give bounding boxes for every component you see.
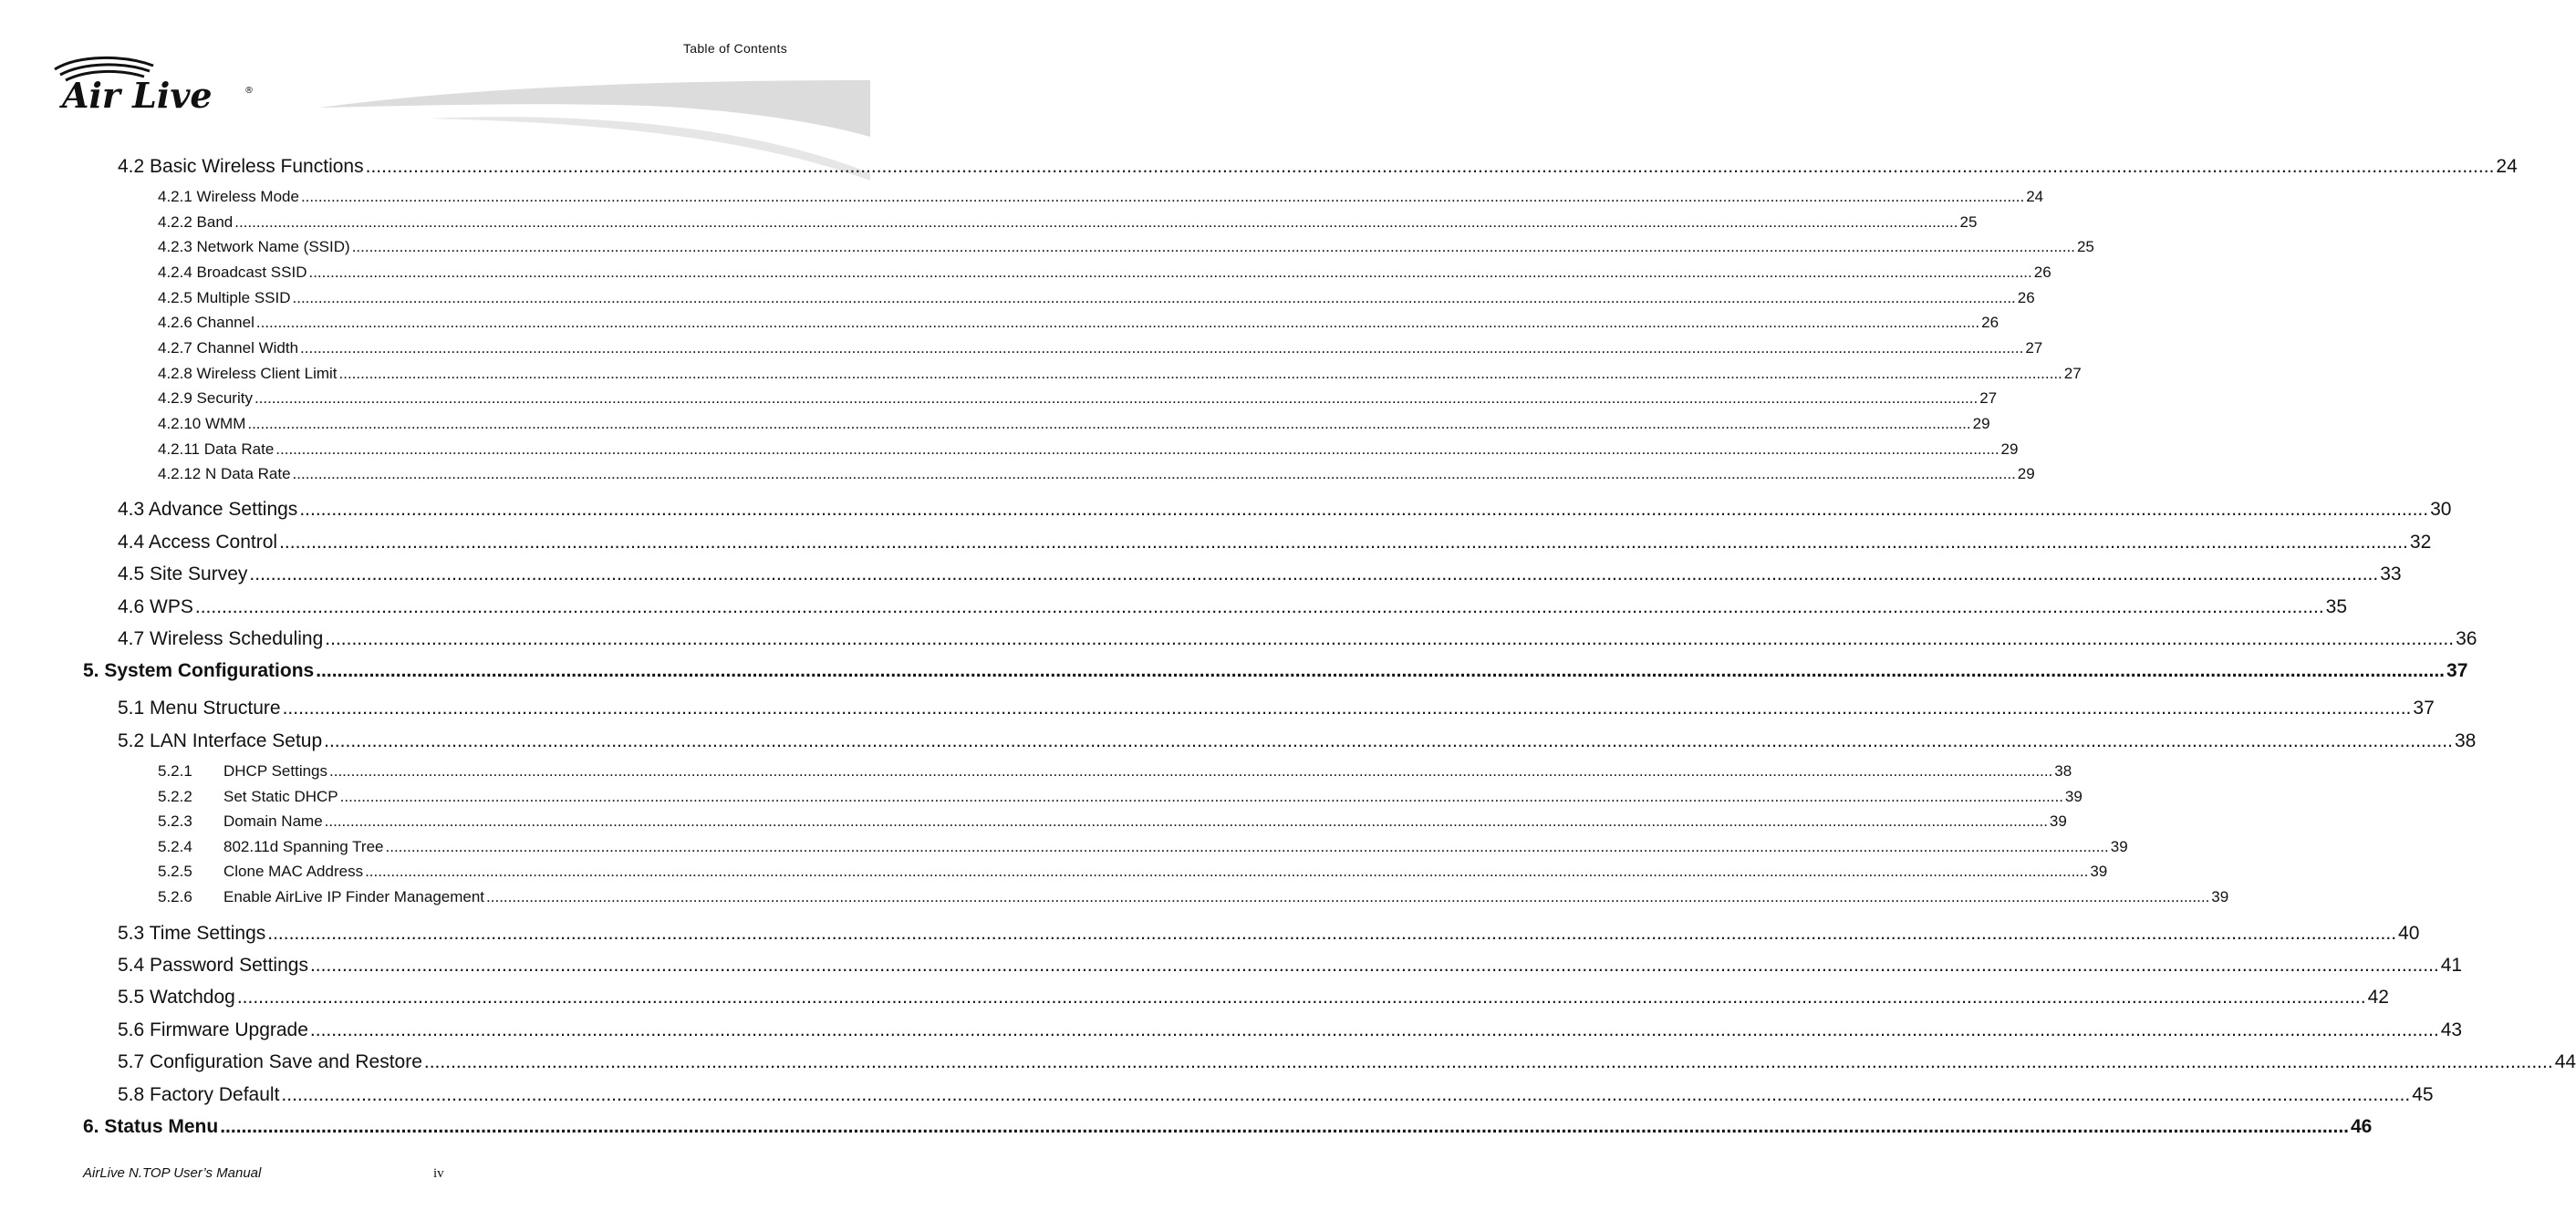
toc-entry-label bbox=[158, 339, 298, 357]
toc-entry[interactable] bbox=[158, 289, 2035, 307]
toc-entry-number: 5.2.5 bbox=[158, 863, 192, 880]
toc-entry-label bbox=[118, 596, 193, 618]
toc-entry[interactable] bbox=[118, 955, 2463, 977]
toc-dot-leader: ................................................................................................................................................................................................................................................................................................................................................................................................................ bbox=[267, 923, 2397, 944]
toc-entry-text: 4.2.2 Band bbox=[158, 213, 234, 231]
toc-entry[interactable] bbox=[118, 499, 2452, 521]
toc-entry[interactable] bbox=[118, 923, 2420, 945]
toc-entry-label bbox=[158, 762, 327, 781]
toc-entry-label bbox=[118, 499, 297, 521]
toc-entry-text: 4.3 Advance Settings bbox=[118, 499, 298, 520]
toc-entry-text: 5.8 Factory Default bbox=[118, 1084, 280, 1105]
toc-dot-leader: ................................................................................................................................................................................................................................................................................................................................................................................................................ bbox=[325, 628, 2455, 649]
toc-entry[interactable] bbox=[118, 1084, 2434, 1106]
toc-entry[interactable] bbox=[158, 863, 2108, 881]
toc-page-number: 33 bbox=[2380, 564, 2402, 584]
toc-page-number: 27 bbox=[2025, 339, 2043, 357]
toc-entry-number: 5.2.3 bbox=[158, 812, 192, 830]
toc-entry-label bbox=[83, 1116, 218, 1138]
toc-dot-leader: ................................................................................................................................................................................................................................................................................................................................................................................................................ bbox=[275, 440, 2000, 458]
toc-entry[interactable] bbox=[158, 339, 2043, 357]
toc-dot-leader: ................................................................................................................................................................................................................................................................................................................................................................................................................ bbox=[351, 238, 2075, 255]
toc-entry-label bbox=[118, 1051, 422, 1073]
toc-entry-text: 4.2.12 N Data Rate bbox=[158, 465, 291, 482]
toc-page-number: 39 bbox=[2110, 838, 2128, 855]
toc-page-number: 26 bbox=[2017, 289, 2035, 306]
toc-dot-leader: ................................................................................................................................................................................................................................................................................................................................................................................................................ bbox=[486, 888, 2210, 905]
toc-page-number: 26 bbox=[1981, 314, 2000, 331]
toc-dot-leader: ................................................................................................................................................................................................................................................................................................................................................................................................................ bbox=[329, 762, 2053, 780]
toc-page-number: 37 bbox=[2413, 698, 2435, 719]
toc-page-number: 24 bbox=[2496, 156, 2518, 177]
toc-dot-leader: ................................................................................................................................................................................................................................................................................................................................................................................................................ bbox=[236, 987, 2366, 1008]
toc-entry[interactable] bbox=[158, 440, 2019, 459]
toc-dot-leader: ................................................................................................................................................................................................................................................................................................................................................................................................................ bbox=[292, 465, 2016, 482]
footer-page-number: iv bbox=[433, 1166, 444, 1181]
toc-dot-leader: ................................................................................................................................................................................................................................................................................................................................................................................................................ bbox=[365, 156, 2495, 177]
toc-entry-text: DHCP Settings bbox=[223, 762, 328, 780]
toc-page-number: 35 bbox=[2325, 596, 2348, 617]
toc-page-number: 42 bbox=[2367, 987, 2389, 1008]
toc-entry-label bbox=[118, 955, 308, 977]
toc-page-number: 36 bbox=[2456, 628, 2477, 649]
toc-entry-text: 4.2.4 Broadcast SSID bbox=[158, 264, 307, 281]
toc-entry-text: 4.2.6 Channel bbox=[158, 314, 254, 331]
toc-entry-text: 802.11d Spanning Tree bbox=[223, 838, 384, 855]
toc-entry-text: 5.1 Menu Structure bbox=[118, 698, 281, 719]
toc-entry[interactable] bbox=[158, 415, 1990, 433]
toc-page-number: 25 bbox=[1959, 213, 1978, 231]
toc-entry[interactable] bbox=[118, 156, 2518, 178]
toc-dot-leader: ................................................................................................................................................................................................................................................................................................................................................................................................................ bbox=[309, 1019, 2439, 1040]
toc-dot-leader: ................................................................................................................................................................................................................................................................................................................................................................................................................ bbox=[279, 532, 2408, 553]
toc-entry-label bbox=[158, 264, 306, 282]
toc-dot-leader: ................................................................................................................................................................................................................................................................................................................................................................................................................ bbox=[249, 564, 2379, 584]
toc-entry-label bbox=[158, 440, 274, 459]
toc-entry[interactable] bbox=[118, 698, 2435, 719]
toc-entry-label bbox=[158, 213, 233, 232]
toc-entry-text: 5. System Configurations bbox=[83, 660, 315, 681]
toc-entry-label bbox=[158, 289, 291, 307]
toc-page-number: 40 bbox=[2398, 923, 2420, 944]
toc-dot-leader: ................................................................................................................................................................................................................................................................................................................................................................................................................ bbox=[300, 188, 2025, 205]
toc-page-number: 24 bbox=[2026, 188, 2044, 205]
toc-entry-label bbox=[158, 314, 254, 332]
toc-entry-number: 5.2.2 bbox=[158, 788, 192, 805]
toc-page-number: 46 bbox=[2351, 1116, 2373, 1137]
toc-dot-leader: ................................................................................................................................................................................................................................................................................................................................................................................................................ bbox=[385, 838, 2109, 855]
toc-entry-text: 5.2 LAN Interface Setup bbox=[118, 730, 323, 751]
toc-entry-text: 5.6 Firmware Upgrade bbox=[118, 1019, 308, 1040]
toc-dot-leader: ................................................................................................................................................................................................................................................................................................................................................................................................................ bbox=[365, 863, 2089, 880]
toc-page-number: 26 bbox=[2033, 264, 2051, 281]
toc-entry[interactable] bbox=[158, 762, 2072, 781]
toc-dot-leader: ................................................................................................................................................................................................................................................................................................................................................................................................................ bbox=[282, 698, 2412, 719]
toc-page-number: 39 bbox=[2090, 863, 2108, 880]
toc-page-number: 27 bbox=[2063, 365, 2082, 382]
toc-entry[interactable] bbox=[118, 730, 2477, 752]
toc-entry-number: 5.2.4 bbox=[158, 838, 192, 855]
toc-page-number: 32 bbox=[2409, 532, 2432, 553]
toc-entry-label bbox=[118, 730, 322, 752]
toc-entry-label bbox=[158, 838, 384, 856]
toc-entry-label bbox=[83, 660, 314, 682]
toc-page-number: 29 bbox=[2017, 465, 2035, 482]
toc-page-number: 44 bbox=[2554, 1051, 2576, 1072]
toc-entry-text: 4.2.9 Security bbox=[158, 389, 253, 407]
toc-page-number: 45 bbox=[2412, 1084, 2434, 1105]
toc-entry-label bbox=[158, 415, 245, 433]
toc-page-number: 39 bbox=[2211, 888, 2229, 905]
toc-dot-leader: ................................................................................................................................................................................................................................................................................................................................................................................................................ bbox=[220, 1116, 2349, 1137]
toc-entry[interactable] bbox=[118, 1019, 2463, 1041]
toc-entry-text: 4.2.10 WMM bbox=[158, 415, 246, 432]
toc-entry-label bbox=[158, 788, 338, 806]
toc-entry-text: 4.2.3 Network Name (SSID) bbox=[158, 238, 350, 255]
toc-entry-text: 5.3 Time Settings bbox=[118, 923, 266, 944]
toc-entry[interactable] bbox=[158, 838, 2128, 856]
toc-entry-label bbox=[158, 389, 253, 408]
toc-entry-label bbox=[118, 1019, 308, 1041]
toc-entry-text: 5.7 Configuration Save and Restore bbox=[118, 1051, 422, 1072]
toc-dot-leader: ................................................................................................................................................................................................................................................................................................................................................................................................................ bbox=[194, 596, 2324, 617]
toc-dot-leader: ................................................................................................................................................................................................................................................................................................................................................................................................................ bbox=[423, 1051, 2553, 1072]
toc-entry-label bbox=[118, 698, 281, 719]
toc-entry-label bbox=[118, 156, 364, 178]
toc-entry-number: 5.2.1 bbox=[158, 762, 192, 780]
toc-dot-leader: ................................................................................................................................................................................................................................................................................................................................................................................................................ bbox=[234, 213, 1958, 231]
toc-dot-leader: ................................................................................................................................................................................................................................................................................................................................................................................................................ bbox=[309, 955, 2439, 976]
toc-dot-leader: ................................................................................................................................................................................................................................................................................................................................................................................................................ bbox=[247, 415, 1971, 432]
toc-entry-text: Set Static DHCP bbox=[223, 788, 338, 805]
toc-dot-leader: ................................................................................................................................................................................................................................................................................................................................................................................................................ bbox=[339, 788, 2063, 805]
toc-entry-label bbox=[158, 188, 299, 206]
toc-entry-text: 4.2.7 Channel Width bbox=[158, 339, 299, 357]
toc-entry[interactable] bbox=[158, 389, 1998, 408]
toc-entry[interactable] bbox=[118, 564, 2402, 585]
toc-entry-label bbox=[158, 812, 323, 831]
toc-entry-text: 4.4 Access Control bbox=[118, 532, 278, 553]
toc-page-number: 39 bbox=[2064, 788, 2083, 805]
toc-entry-label bbox=[158, 238, 350, 256]
toc-page-number: 29 bbox=[1972, 415, 1990, 432]
toc-entry-text: 6. Status Menu bbox=[83, 1116, 219, 1137]
toc-page-number: 38 bbox=[2054, 762, 2072, 780]
toc-entry-text: 5.4 Password Settings bbox=[118, 955, 308, 976]
toc-entry-label bbox=[118, 628, 323, 650]
toc-page-number: 29 bbox=[2000, 440, 2019, 458]
toc-entry-text: 4.2.1 Wireless Mode bbox=[158, 188, 299, 205]
toc-entry-label bbox=[118, 987, 235, 1009]
footer-manual-title: AirLive N.TOP User’s Manual bbox=[83, 1165, 262, 1181]
toc-page-number: 43 bbox=[2440, 1019, 2463, 1040]
toc-entry-label bbox=[158, 465, 291, 483]
toc-dot-leader: ................................................................................................................................................................................................................................................................................................................................................................................................................ bbox=[292, 289, 2016, 306]
toc-dot-leader: ................................................................................................................................................................................................................................................................................................................................................................................................................ bbox=[316, 660, 2446, 681]
toc-entry-label bbox=[158, 365, 338, 383]
toc-entry[interactable] bbox=[158, 812, 2067, 831]
toc-entry-text: 5.5 Watchdog bbox=[118, 987, 235, 1008]
toc-entry-text: 4.2 Basic Wireless Functions bbox=[118, 156, 364, 177]
toc-page-number: 27 bbox=[1979, 389, 1998, 407]
toc-entry[interactable] bbox=[118, 987, 2389, 1009]
toc-entry-text: Clone MAC Address bbox=[223, 863, 364, 880]
toc-entry[interactable] bbox=[158, 264, 2051, 282]
toc-dot-leader: ................................................................................................................................................................................................................................................................................................................................................................................................................ bbox=[324, 812, 2048, 830]
toc-entry-label bbox=[118, 1084, 279, 1106]
toc-entry[interactable] bbox=[83, 1116, 2373, 1138]
toc-entry[interactable] bbox=[118, 628, 2477, 650]
toc-entry[interactable] bbox=[158, 465, 2035, 483]
toc-page-number: 25 bbox=[2076, 238, 2094, 255]
toc-entry-text: 4.6 WPS bbox=[118, 596, 193, 617]
toc-page-number: 41 bbox=[2440, 955, 2463, 976]
toc-dot-leader: ................................................................................................................................................................................................................................................................................................................................................................................................................ bbox=[281, 1084, 2411, 1105]
toc-dot-leader: ................................................................................................................................................................................................................................................................................................................................................................................................................ bbox=[299, 499, 2429, 520]
logo-wordmark: Air Live bbox=[62, 75, 213, 116]
page-header-title: Table of Contents bbox=[682, 41, 787, 56]
toc-entry[interactable] bbox=[158, 213, 1978, 232]
toc-dot-leader: ................................................................................................................................................................................................................................................................................................................................................................................................................ bbox=[308, 264, 2032, 281]
toc-entry-label bbox=[158, 888, 484, 906]
toc-page-number: 30 bbox=[2430, 499, 2452, 520]
toc-entry-label bbox=[158, 863, 363, 881]
toc-entry[interactable] bbox=[158, 888, 2229, 906]
toc-entry[interactable] bbox=[158, 188, 2044, 206]
toc-entry[interactable] bbox=[158, 314, 2000, 332]
toc-entry[interactable] bbox=[158, 365, 2082, 383]
toc-dot-leader: ................................................................................................................................................................................................................................................................................................................................................................................................................ bbox=[254, 389, 1979, 407]
toc-entry[interactable] bbox=[158, 788, 2083, 806]
toc-dot-leader: ................................................................................................................................................................................................................................................................................................................................................................................................................ bbox=[255, 314, 1980, 331]
toc-page-number: 38 bbox=[2454, 730, 2477, 751]
toc-entry-label bbox=[118, 564, 247, 585]
toc-entry-text: Domain Name bbox=[223, 812, 323, 830]
toc-entry[interactable] bbox=[118, 532, 2432, 553]
toc-entry[interactable] bbox=[118, 1051, 2576, 1073]
toc-entry-text: 4.2.8 Wireless Client Limit bbox=[158, 365, 338, 382]
toc-entry-text: 4.7 Wireless Scheduling bbox=[118, 628, 324, 649]
toc-entry[interactable] bbox=[118, 596, 2348, 618]
toc-entry[interactable] bbox=[83, 660, 2468, 682]
airlive-logo bbox=[51, 53, 261, 117]
toc-entry-number: 5.2.6 bbox=[158, 888, 192, 905]
toc-entry-text: Enable AirLive IP Finder Management bbox=[223, 888, 485, 905]
toc-entry[interactable] bbox=[158, 238, 2094, 256]
toc-entry-label bbox=[118, 923, 265, 945]
toc-entry-text: 4.5 Site Survey bbox=[118, 564, 248, 584]
toc-dot-leader: ................................................................................................................................................................................................................................................................................................................................................................................................................ bbox=[300, 339, 2024, 357]
toc-dot-leader: ................................................................................................................................................................................................................................................................................................................................................................................................................ bbox=[324, 730, 2453, 751]
toc-dot-leader: ................................................................................................................................................................................................................................................................................................................................................................................................................ bbox=[338, 365, 2062, 382]
toc-page-number: 39 bbox=[2049, 812, 2067, 830]
toc-entry-text: 4.2.11 Data Rate bbox=[158, 440, 275, 458]
logo-registered-mark: ® bbox=[244, 86, 254, 96]
toc-page-number: 37 bbox=[2446, 660, 2468, 681]
toc-entry-label bbox=[118, 532, 277, 553]
toc-entry-text: 4.2.5 Multiple SSID bbox=[158, 289, 291, 306]
